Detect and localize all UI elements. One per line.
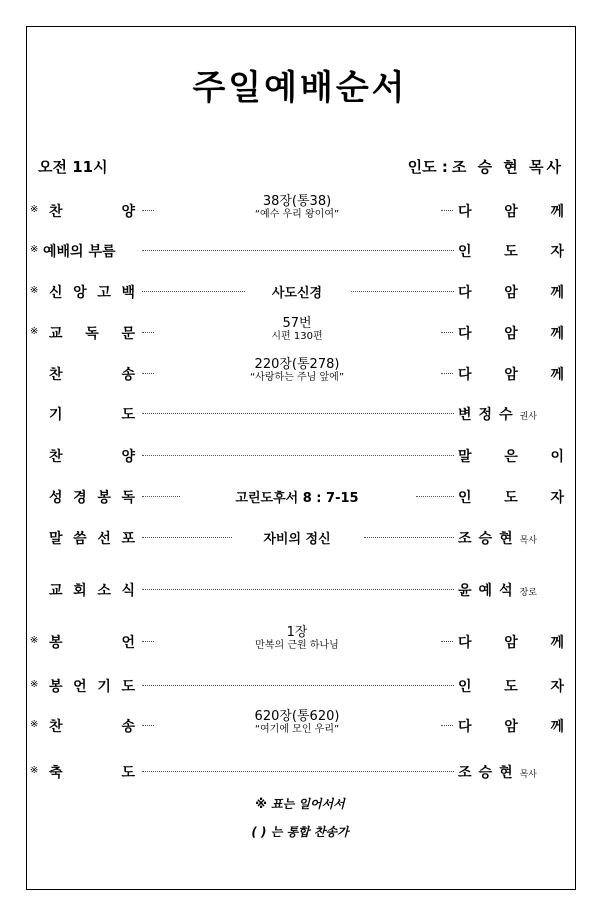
leader-char: 도 xyxy=(504,244,518,260)
label-char: 소 xyxy=(97,583,111,599)
service-item xyxy=(0,440,600,470)
item-leader xyxy=(458,323,564,343)
asterisk-mark: ※ xyxy=(30,244,39,255)
label-char: 봉 xyxy=(49,679,63,695)
service-item xyxy=(0,574,600,604)
item-leader xyxy=(458,201,564,221)
label-char: 도 xyxy=(121,765,135,781)
asterisk-mark: ※ xyxy=(30,679,39,690)
leader-char: 암 xyxy=(504,719,518,735)
item-content xyxy=(160,520,434,547)
item-label xyxy=(49,404,135,424)
service-item xyxy=(0,358,600,388)
dotted-leader xyxy=(142,771,454,772)
leader-char: 도 xyxy=(504,679,518,695)
label-char: 찬 xyxy=(49,204,63,220)
label-char: 축 xyxy=(49,765,63,781)
leader-char: 인 xyxy=(458,679,472,695)
item-title: 사도신경 xyxy=(271,286,323,301)
leader-char: 다 xyxy=(458,367,472,383)
item-leader xyxy=(458,282,564,302)
label-char: 도 xyxy=(121,679,135,695)
label-char: 선 xyxy=(97,531,111,547)
service-item xyxy=(0,276,600,306)
item-label xyxy=(49,716,135,736)
leader-char: 윤 xyxy=(458,583,472,599)
leader-char: 자 xyxy=(550,490,564,506)
leader-char: 께 xyxy=(550,719,564,735)
label-char: 신 xyxy=(49,285,63,301)
label-char: 기 xyxy=(97,679,111,695)
leader-char: 께 xyxy=(550,285,564,301)
item-content xyxy=(160,274,434,301)
service-item xyxy=(0,626,600,656)
label-char: 송 xyxy=(121,719,135,735)
label-char: 기 xyxy=(49,407,63,423)
hymn-title: 만복의 근원 하나님 xyxy=(255,640,339,651)
leader-char: 께 xyxy=(550,326,564,342)
label-char: 봉 xyxy=(97,490,111,506)
service-item xyxy=(0,481,600,511)
item-label xyxy=(49,632,135,652)
leader-title: 목사 xyxy=(519,770,537,780)
leader-char: 다 xyxy=(458,204,472,220)
asterisk-mark: ※ xyxy=(30,204,39,215)
label-char: 언 xyxy=(121,635,135,651)
leader-char: 조 xyxy=(458,765,472,781)
leader-title: 목사 xyxy=(519,536,537,546)
leader-title: 장로 xyxy=(519,588,537,598)
dotted-leader xyxy=(441,725,453,726)
asterisk-mark: ※ xyxy=(30,326,39,337)
label-char: 성 xyxy=(49,490,63,506)
label-char: 씀 xyxy=(73,531,87,547)
label-char: 앙 xyxy=(73,285,87,301)
leader-char: 자 xyxy=(550,244,564,260)
leader-char: 변 xyxy=(458,407,472,423)
leader-char: 자 xyxy=(550,679,564,695)
label-char: 봉 xyxy=(49,635,63,651)
leader-char: 이 xyxy=(550,449,564,465)
label-char: 찬 xyxy=(49,449,63,465)
leader-char: 인 xyxy=(458,490,472,506)
label-char: 양 xyxy=(121,449,135,465)
leader-char: 암 xyxy=(504,367,518,383)
service-item xyxy=(0,195,600,225)
item-label xyxy=(49,487,135,507)
service-item xyxy=(0,235,600,265)
item-content xyxy=(160,709,434,736)
leader-name: 조 승 현 목사 xyxy=(451,158,564,176)
label-char: 백 xyxy=(121,285,135,301)
page-title: 주일예배순서 xyxy=(192,68,408,108)
item-label xyxy=(49,364,135,384)
leader-char: 다 xyxy=(458,635,472,651)
leader-char: 암 xyxy=(504,635,518,651)
label-char: 교 xyxy=(49,583,63,599)
item-content xyxy=(160,357,434,384)
asterisk-mark: ※ xyxy=(30,635,39,646)
item-leader xyxy=(458,676,564,696)
leader-char: 암 xyxy=(504,326,518,342)
note-hymnal: ( ) 는 통합 찬송가 xyxy=(251,825,349,839)
hymn-number: 1장 xyxy=(286,625,308,640)
hymn-title: “사랑하는 주님 앞에” xyxy=(250,372,344,383)
service-item xyxy=(0,670,600,700)
item-leader xyxy=(458,487,564,507)
label-char: 포 xyxy=(121,531,135,547)
dotted-leader xyxy=(142,413,454,414)
leader-char: 다 xyxy=(458,326,472,342)
dotted-leader xyxy=(142,725,154,726)
hymn-number: 620장(통620) xyxy=(254,709,340,724)
leader-char: 조 xyxy=(458,531,472,547)
label-char: 도 xyxy=(121,407,135,423)
dotted-leader xyxy=(142,589,454,590)
service-leader xyxy=(408,156,564,177)
item-label xyxy=(49,282,135,302)
label-char: 회 xyxy=(73,583,87,599)
leader-char: 현 xyxy=(499,765,513,781)
asterisk-mark: ※ xyxy=(30,765,39,776)
dotted-leader xyxy=(142,641,154,642)
hymn-number: 220장(통278) xyxy=(254,357,340,372)
leader-char: 암 xyxy=(504,285,518,301)
label-char: 양 xyxy=(121,204,135,220)
leader-char: 현 xyxy=(499,531,513,547)
leader-char: 석 xyxy=(499,583,513,599)
label-char: 문 xyxy=(121,326,135,342)
leader-char: 수 xyxy=(499,407,513,423)
dotted-leader xyxy=(142,250,454,251)
service-item xyxy=(0,710,600,740)
hymn-title: 시편 130편 xyxy=(271,331,323,342)
label-char: 식 xyxy=(121,583,135,599)
leader-title: 권사 xyxy=(519,412,537,422)
item-leader xyxy=(458,632,564,652)
service-item xyxy=(0,522,600,552)
dotted-leader xyxy=(441,641,453,642)
leader-char: 다 xyxy=(458,285,472,301)
item-content xyxy=(160,479,434,506)
leader-char: 께 xyxy=(550,204,564,220)
label-char: 송 xyxy=(121,367,135,383)
label-char: 독 xyxy=(85,326,99,342)
label-char: 경 xyxy=(73,490,87,506)
item-label: 예배의 부름 xyxy=(43,244,116,260)
label-char: 교 xyxy=(49,326,63,342)
asterisk-mark: ※ xyxy=(30,285,39,296)
dotted-leader xyxy=(441,373,453,374)
leader-label: 인도 : xyxy=(407,158,448,176)
item-leader xyxy=(458,528,537,548)
item-content xyxy=(160,316,434,343)
leader-char: 다 xyxy=(458,719,472,735)
item-label xyxy=(49,201,135,221)
item-label xyxy=(49,676,135,696)
leader-char: 승 xyxy=(478,531,493,547)
hymn-title: “여기에 모인 우리” xyxy=(254,724,340,735)
hymn-title: “예수 우리 왕이여” xyxy=(254,209,340,220)
label-char: 말 xyxy=(49,531,63,547)
leader-char: 은 xyxy=(504,449,518,465)
label-char: 찬 xyxy=(49,367,63,383)
item-leader xyxy=(458,446,564,466)
hymn-number: 38장(통38) xyxy=(262,194,332,209)
label-char: 언 xyxy=(73,679,87,695)
service-item xyxy=(0,756,600,786)
dotted-leader xyxy=(441,332,453,333)
service-item xyxy=(0,398,600,428)
service-item xyxy=(0,317,600,347)
item-title: 고린도후서 8 : 7-15 xyxy=(235,491,359,506)
label-char: 찬 xyxy=(49,719,63,735)
leader-char: 예 xyxy=(478,583,493,599)
item-leader xyxy=(458,404,537,424)
dotted-leader xyxy=(142,373,154,374)
leader-char: 승 xyxy=(478,765,493,781)
dotted-leader xyxy=(142,210,154,211)
item-content xyxy=(160,194,434,221)
asterisk-mark: ※ xyxy=(30,719,39,730)
item-label xyxy=(49,323,135,343)
item-title: 자비의 정신 xyxy=(263,532,331,547)
dotted-leader xyxy=(142,685,454,686)
leader-char: 암 xyxy=(504,204,518,220)
note-standing: ※ 표는 일어서서 xyxy=(255,797,345,811)
item-label xyxy=(49,528,135,548)
leader-char: 말 xyxy=(458,449,472,465)
leader-char: 정 xyxy=(478,407,493,423)
item-leader xyxy=(458,762,537,782)
item-content xyxy=(160,625,434,652)
item-leader xyxy=(458,716,564,736)
hymn-number: 57번 xyxy=(282,316,312,331)
item-label xyxy=(49,446,135,466)
item-leader xyxy=(458,364,564,384)
service-time: 오전 11시 xyxy=(38,158,108,176)
dotted-leader xyxy=(142,332,154,333)
dotted-leader xyxy=(142,455,454,456)
label-char: 독 xyxy=(121,490,135,506)
leader-char: 인 xyxy=(458,244,472,260)
item-label xyxy=(49,762,135,782)
label-char: 고 xyxy=(97,285,111,301)
item-leader xyxy=(458,580,537,600)
leader-char: 께 xyxy=(550,367,564,383)
dotted-leader xyxy=(441,210,453,211)
leader-char: 께 xyxy=(550,635,564,651)
item-leader xyxy=(458,241,564,261)
item-label xyxy=(49,580,135,600)
leader-char: 도 xyxy=(504,490,518,506)
